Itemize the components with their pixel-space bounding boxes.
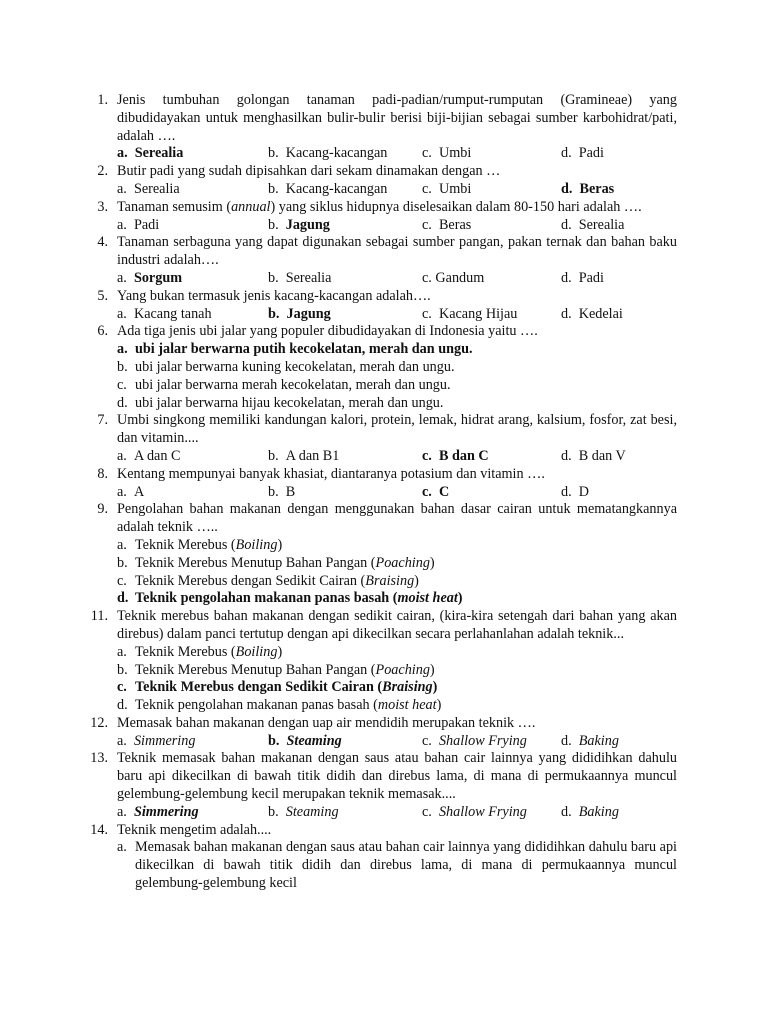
- answer-options: [117, 181, 677, 199]
- question-stem: Teknik memasak bahan makanan dengan saus atau bahan cair lainnya yang dididihkan dahulu baru api dikecilkan di bawah titik didih dan direbus lama, di mana di permukaannya muncul gelembung-gelembung kecil merupakan teknik memasak....: [117, 750, 677, 803]
- question-stem: Pengolahan bahan makanan dengan menggunakan bahan dasar cairan untuk mematangkannya adalah teknik …..: [117, 501, 677, 536]
- option-b: b. Steaming: [268, 732, 342, 749]
- option-a: a. Serealia: [117, 180, 180, 197]
- question-stem: Yang bukan termasuk jenis kacang-kacangan adalah….: [117, 287, 431, 304]
- question-6: [0, 323, 677, 412]
- option-b: b. Kacang-kacangan: [268, 180, 388, 197]
- question-11: [0, 608, 677, 715]
- option-d: d. Kedelai: [561, 305, 623, 322]
- question-stem: Teknik mengetim adalah....: [117, 821, 272, 838]
- question-7: [0, 412, 677, 465]
- option-b: b. Teknik Merebus Menutup Bahan Pangan (Poaching): [117, 661, 435, 678]
- question-1: [0, 92, 677, 163]
- option-a: a. Sorgum: [117, 269, 183, 286]
- option-c: c. Shallow Frying: [422, 803, 527, 820]
- option-c: c. B dan C: [422, 447, 489, 464]
- question-number: 2.: [97, 163, 108, 180]
- question-stem: Tanaman serbaguna yang dapat digunakan sebagai sumber pangan, pakan ternak dan bahan baku industri adalah….: [117, 234, 677, 269]
- option-c: c. ubi jalar berwarna merah kecokelatan, merah dan ungu.: [117, 376, 451, 393]
- option-c: c. Umbi: [422, 180, 472, 197]
- option-a: a. Simmering: [117, 803, 199, 820]
- option-d: d. Beras: [561, 180, 615, 197]
- question-number: 5.: [97, 287, 108, 304]
- question-stem: Kentang mempunyai banyak khasiat, diantaranya potasium dan vitamin ….: [117, 465, 545, 482]
- question-14: [0, 822, 677, 893]
- question-number: 7.: [97, 412, 108, 429]
- option-c: c. Gandum: [422, 269, 485, 286]
- option-b: b. Jagung: [268, 216, 330, 233]
- answer-options: [117, 145, 677, 163]
- question-4: [0, 234, 677, 287]
- option-c: c. Umbi: [422, 145, 472, 162]
- option-a: a. Padi: [117, 216, 160, 233]
- question-stem: Umbi singkong memiliki kandungan kalori, protein, lemak, hidrat arang, kalsium, fosfor, zat besi, dan vitamin....: [117, 412, 677, 447]
- answer-options: [117, 733, 677, 751]
- option-d: d. Serealia: [561, 216, 625, 233]
- answer-options: [117, 484, 677, 502]
- option-a: a. ubi jalar berwarna putih kecokelatan, merah dan ungu.: [117, 341, 473, 358]
- question-stem: Butir padi yang sudah dipisahkan dari sekam dinamakan dengan …: [117, 163, 501, 180]
- option-b: b. Steaming: [268, 803, 339, 820]
- option-a: a. A: [117, 483, 145, 500]
- option-d: d. ubi jalar berwarna hijau kecokelatan, merah dan ungu.: [117, 394, 444, 411]
- option-a: a. Teknik Merebus (Boiling): [117, 536, 283, 553]
- option-b: b. Jagung: [268, 305, 331, 322]
- question-stem: Tanaman semusim (annual) yang siklus hidupnya diselesaikan dalam 80-150 hari adalah ….: [117, 198, 642, 215]
- option-d: d. Baking: [561, 732, 619, 749]
- option-c: c. Teknik Merebus dengan Sedikit Cairan (Braising): [117, 572, 419, 589]
- question-stem: Jenis tumbuhan golongan tanaman padi-padian/rumput-rumputan (Gramineae) yang dibudidayakan untuk menghasilkan bulir-bulir berisi biji-bijian sebagai sumber karbohidrat/pati, adalah ….: [117, 92, 677, 144]
- option-a: a. Teknik Merebus (Boiling): [117, 643, 283, 660]
- question-stem: Teknik merebus bahan makanan dengan sedikit cairan, (kira-kira setengah dari bahan yang akan direbus) dalam panci tertutup dengan api dikecilkan secara perlahanlahan adalah teknik...: [117, 608, 677, 642]
- option-d: d. Teknik pengolahan makanan panas basah (moist heat): [117, 697, 442, 714]
- question-number: 6.: [97, 323, 108, 340]
- option-b: b. Kacang-kacangan: [268, 145, 388, 162]
- exam-document: [0, 92, 768, 893]
- question-2: [0, 163, 677, 199]
- option-a: a. Simmering: [117, 732, 196, 749]
- answer-options: [117, 270, 677, 288]
- question-13: [0, 750, 677, 821]
- option-d: d. Padi: [561, 145, 604, 162]
- question-number: 3.: [97, 198, 108, 215]
- option-b: b. Teknik Merebus Menutup Bahan Pangan (Poaching): [117, 554, 435, 571]
- option-c: c. Shallow Frying: [422, 732, 527, 749]
- option-b: b. ubi jalar berwarna kuning kecokelatan, merah dan ungu.: [117, 358, 455, 375]
- question-number: 9.: [97, 501, 108, 518]
- question-number: 1.: [97, 92, 108, 108]
- option-d: d. Teknik pengolahan makanan panas basah (moist heat): [117, 590, 463, 607]
- option-b: b. Serealia: [268, 269, 332, 286]
- question-number: 13.: [90, 750, 108, 767]
- question-number: 4.: [97, 234, 108, 251]
- option-a: a. A dan C: [117, 447, 181, 464]
- option-b: b. A dan B1: [268, 447, 340, 464]
- question-3: [0, 199, 677, 235]
- question-number: 11.: [90, 608, 108, 625]
- answer-options: [117, 217, 677, 235]
- question-stem: Memasak bahan makanan dengan uap air mendidih merupakan teknik ….: [117, 714, 536, 731]
- option-c: c. Teknik Merebus dengan Sedikit Cairan (Braising): [117, 679, 438, 696]
- question-number: 12.: [90, 714, 108, 731]
- question-8: [0, 466, 677, 502]
- answer-options: [117, 306, 677, 324]
- option-a: a. Memasak bahan makanan dengan saus atau bahan cair lainnya yang dididihkan dahulu baru api dikecilkan di bawah titik didih dan direbus lama, di mana di permukaannya muncul gelembung-gelembung kecil: [117, 839, 677, 892]
- option-c: c. Beras: [422, 216, 472, 233]
- option-d: d. Baking: [561, 803, 619, 820]
- option-c: c. C: [422, 483, 450, 500]
- option-c: c. Kacang Hijau: [422, 305, 518, 322]
- question-number: 8.: [97, 465, 108, 482]
- answer-options: [117, 448, 677, 466]
- option-d: d. Padi: [561, 269, 604, 286]
- question-12: [0, 715, 677, 751]
- option-a: a. Kacang tanah: [117, 305, 212, 322]
- question-number: 14.: [90, 821, 108, 838]
- question-5: [0, 288, 677, 324]
- option-d: d. D: [561, 483, 589, 500]
- answer-options: [117, 804, 677, 822]
- question-9: [0, 501, 677, 608]
- option-d: d. B dan V: [561, 447, 626, 464]
- option-b: b. B: [268, 483, 296, 500]
- question-stem: Ada tiga jenis ubi jalar yang populer dibudidayakan di Indonesia yaitu ….: [117, 323, 538, 340]
- option-a: a. Serealia: [117, 145, 184, 162]
